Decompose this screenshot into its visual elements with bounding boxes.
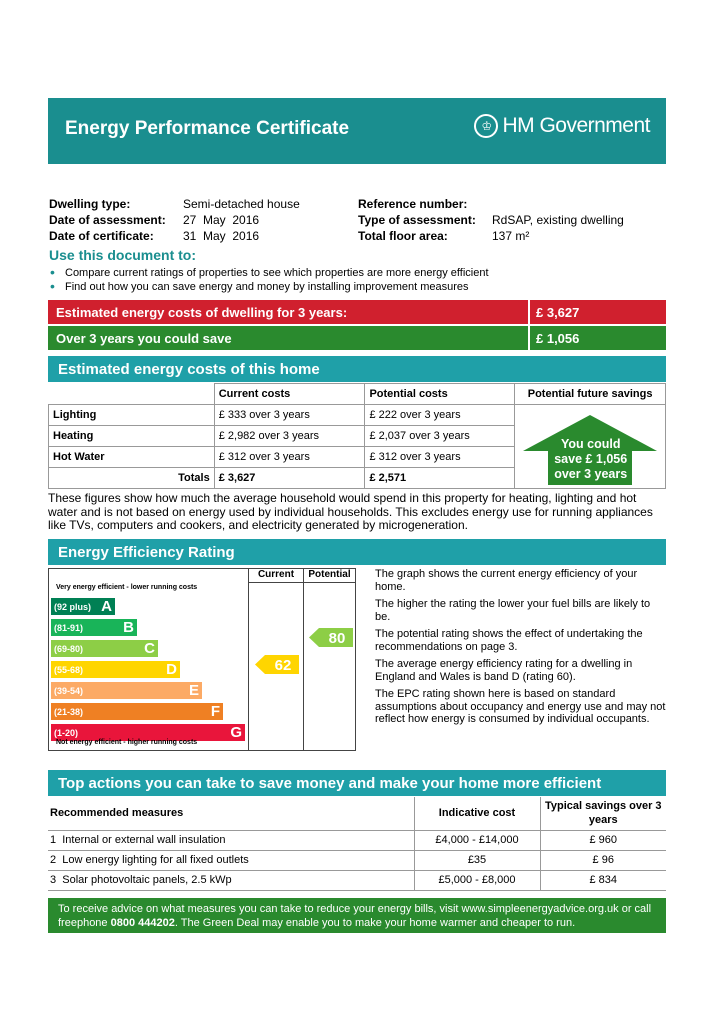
- eer-para: The EPC rating shown here is based on standard assumptions about occupancy and energy use and may not reflect how energy is consumed by individual occupants.: [375, 688, 666, 725]
- eer-explanation: [375, 568, 667, 726]
- saving-cell: £ 834: [540, 870, 666, 890]
- energy-costs-table: [48, 383, 666, 489]
- certificate-date-label: Date of certificate:: [49, 229, 154, 243]
- band-d: (55-68) D: [51, 661, 180, 678]
- eer-top-caption: Very energy efficient - lower running costs: [56, 584, 198, 591]
- eer-potential-col: [303, 569, 355, 750]
- band-a: (92 plus) A: [51, 598, 115, 615]
- band-g: (1-20) G: [51, 724, 245, 741]
- eer-heading: Energy Efficiency Rating: [48, 539, 666, 565]
- table-row: [48, 850, 666, 870]
- eer-para: The average energy efficiency rating for a dwelling in England and Wales is band D (rating 60).: [375, 658, 633, 683]
- blank-header: [49, 384, 215, 405]
- hm-government-logo: [474, 114, 650, 138]
- table-row: [49, 405, 666, 426]
- eer-band-area: [49, 569, 248, 750]
- potential-cost-cell: £ 312 over 3 years: [365, 447, 515, 468]
- saving-cell: £ 960: [540, 830, 666, 850]
- cost-cell: £4,000 - £14,000: [414, 830, 540, 850]
- table-header-row: [49, 384, 666, 405]
- cost-header: Indicative cost: [414, 797, 540, 830]
- current-cost-cell: £ 312 over 3 years: [214, 447, 365, 468]
- actions-heading: Top actions you can take to save money and make your home more efficient: [48, 770, 666, 796]
- potential-cost-cell: £ 222 over 3 years: [365, 405, 515, 426]
- current-cost-cell: £ 2,982 over 3 years: [214, 426, 365, 447]
- dwelling-type-value: Semi-detached house: [183, 197, 300, 211]
- estimated-cost-bar: [48, 300, 666, 324]
- totals-potential: £ 2,571: [365, 468, 515, 489]
- costs-note: These figures show how much the average household would spend in this property for heating, lighting and hot water and is not based on energy used by individual households. This excludes energy use for running appliances like TVs, computers and cookers, and electricity generated by microgeneration.: [48, 491, 653, 532]
- estimated-cost-value: £ 3,627: [528, 300, 666, 324]
- freephone-number[interactable]: 0800 444202: [110, 917, 175, 929]
- eer-para: The graph shows the current energy efficiency of your home.: [375, 568, 638, 593]
- arrow-text-line2: save £ 1,056: [554, 452, 628, 466]
- use-document-list: [48, 266, 668, 294]
- potential-saving-value: £ 1,056: [528, 326, 666, 350]
- arrow-text-line3: over 3 years: [554, 467, 628, 481]
- estimated-cost-label: Estimated energy costs of dwelling for 3 years:: [56, 304, 348, 320]
- dwelling-type-label: Dwelling type:: [49, 197, 131, 211]
- assessment-type-value: RdSAP, existing dwelling: [492, 213, 624, 227]
- gov-name: HM Government: [502, 114, 650, 137]
- floor-area-label: Total floor area:: [358, 229, 448, 243]
- band-c: (69-80) C: [51, 640, 158, 657]
- assessment-date-value: 27 May 2016: [183, 213, 260, 227]
- future-savings-header: Potential future savings: [515, 384, 666, 405]
- row-label: Heating: [49, 426, 215, 447]
- certificate-date-value: 31 May 2016: [183, 229, 260, 243]
- row-label: Lighting: [49, 405, 215, 426]
- eer-para: The potential rating shows the effect of undertaking the recommendations on page 3.: [375, 628, 643, 653]
- current-rating-value: 62: [274, 657, 292, 674]
- table-row: [48, 870, 666, 890]
- band-f: (21-38) F: [51, 703, 223, 720]
- measures-header: Recommended measures: [48, 797, 414, 830]
- actions-header-row: [48, 797, 666, 830]
- assessment-type-label: Type of assessment:: [358, 213, 476, 227]
- savings-header: Typical savings over 3 years: [540, 797, 666, 830]
- row-label: Hot Water: [49, 447, 215, 468]
- saving-cell: £ 96: [540, 850, 666, 870]
- header-banner: [48, 98, 666, 164]
- list-item: • Compare current ratings of properties to see which properties are more energy efficient: [48, 266, 668, 280]
- eer-graph: [48, 568, 356, 751]
- potential-saving-bar: [48, 326, 666, 350]
- potential-rating-value: 80: [328, 630, 346, 647]
- table-row: [48, 830, 666, 850]
- assessment-date-label: Date of assessment:: [49, 213, 166, 227]
- reference-label: Reference number:: [358, 197, 468, 211]
- current-rating-arrow: [255, 655, 299, 674]
- energy-costs-heading: Estimated energy costs of this home: [48, 356, 666, 382]
- use-document-heading: Use this document to:: [49, 247, 197, 263]
- list-item: • Find out how you can save energy and money by installing improvement measures: [48, 280, 668, 294]
- actions-table: [48, 797, 666, 891]
- potential-rating-arrow: [309, 628, 353, 647]
- dwelling-info-left: [49, 196, 359, 244]
- current-costs-header: Current costs: [214, 384, 365, 405]
- potential-costs-header: Potential costs: [365, 384, 515, 405]
- floor-area-value: 137 m²: [492, 229, 530, 243]
- eer-para: The higher the rating the lower your fuel bills are likely to be.: [375, 598, 651, 623]
- potential-saving-label: Over 3 years you could save: [56, 330, 232, 346]
- eer-current-col: [248, 569, 303, 750]
- totals-label: Totals: [49, 468, 215, 489]
- dwelling-info-right: [358, 196, 668, 244]
- current-cost-cell: £ 333 over 3 years: [214, 405, 365, 426]
- band-b: (81-91) B: [51, 619, 137, 636]
- measure-cell: 2 Low energy lighting for all fixed outlets: [48, 850, 414, 870]
- eer-potential-header: Potential: [304, 569, 355, 583]
- measure-cell: 3 Solar photovoltaic panels, 2.5 kWp: [48, 870, 414, 890]
- totals-current: £ 3,627: [214, 468, 365, 489]
- eer-current-header: Current: [249, 569, 303, 583]
- page-title: Energy Performance Certificate: [65, 118, 350, 139]
- cost-cell: £35: [414, 850, 540, 870]
- advice-footer: To receive advice on what measures you can take to reduce your energy bills, visit www.simpleenergyadvice.org.uk or call freephone 0800 444202. The Green Deal may enable you to make your home warmer and cheaper to run.: [48, 898, 666, 933]
- savings-arrow-cell: [515, 405, 666, 489]
- band-e: (39-54) E: [51, 682, 202, 699]
- eer-bottom-caption: Not energy efficient - higher running costs: [56, 739, 198, 746]
- potential-cost-cell: £ 2,037 over 3 years: [365, 426, 515, 447]
- arrow-text-line1: You could: [560, 437, 621, 451]
- crest-icon: ♔: [474, 114, 498, 138]
- cost-cell: £5,000 - £8,000: [414, 870, 540, 890]
- measure-cell: 1 Internal or external wall insulation: [48, 830, 414, 850]
